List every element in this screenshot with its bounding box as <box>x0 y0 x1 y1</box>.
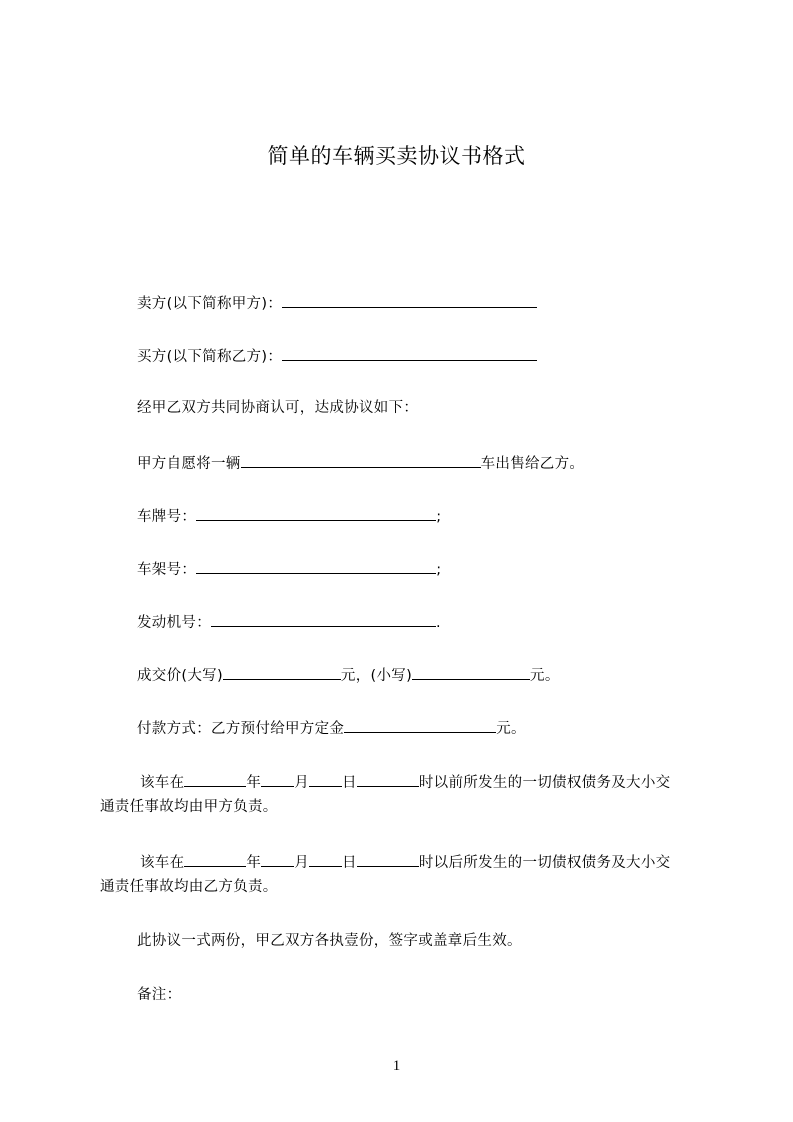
before-month-label: 月 <box>294 775 310 791</box>
payment-unit: 元。 <box>496 721 526 737</box>
plate-end: ; <box>436 509 442 525</box>
before-year-label: 年 <box>246 775 262 791</box>
price-upper-unit: 元， <box>340 668 371 684</box>
before-prefix: 该车在 <box>140 775 185 791</box>
payment-line <box>137 717 526 739</box>
engine-label: 发动机号： <box>137 615 211 631</box>
buyer-line <box>137 345 537 367</box>
seller-label: 卖方(以下简称甲方)： <box>137 296 283 312</box>
before-clause-line2: 通责任事故均由甲方负责。 <box>100 799 278 815</box>
vehicle-sale-line <box>137 452 584 474</box>
copies-clause: 此协议一式两份，甲乙双方各执壹份，签字或盖章后生效。 <box>137 933 522 949</box>
after-prefix: 该车在 <box>140 855 185 871</box>
plate-label: 车牌号： <box>137 509 197 525</box>
before-day-blank[interactable] <box>309 771 342 787</box>
after-year-blank[interactable] <box>184 851 246 867</box>
frame-blank[interactable] <box>196 558 436 574</box>
frame-label: 车架号： <box>137 562 197 578</box>
after-day-label: 日 <box>342 855 357 871</box>
before-rest: 时以前所发生的一切债权债务及大小交 <box>418 775 671 791</box>
vehicle-sale-prefix: 甲方自愿将一辆 <box>137 456 241 472</box>
vehicle-model-blank[interactable] <box>241 452 481 468</box>
seller-line <box>137 292 537 314</box>
price-upper-blank[interactable] <box>223 664 341 680</box>
remarks-label: 备注： <box>137 987 182 1003</box>
before-day-label: 日 <box>342 775 357 791</box>
buyer-label: 买方(以下简称乙方)： <box>137 349 283 365</box>
after-month-label: 月 <box>294 855 310 871</box>
after-month-blank[interactable] <box>261 851 294 867</box>
buyer-blank[interactable] <box>282 345 537 361</box>
after-year-label: 年 <box>246 855 262 871</box>
document-title: 简单的车辆买卖协议书格式 <box>267 144 526 168</box>
engine-blank[interactable] <box>211 611 436 627</box>
page-number: 1 <box>392 1058 401 1074</box>
frame-end: ; <box>436 562 442 578</box>
after-clause-line1 <box>140 851 670 873</box>
before-clause-line1 <box>140 771 670 793</box>
engine-line <box>137 611 441 633</box>
agreement-intro: 经甲乙双方共同协商认可，达成协议如下： <box>137 400 419 416</box>
price-line <box>137 664 560 686</box>
before-year-blank[interactable] <box>184 771 246 787</box>
before-month-blank[interactable] <box>261 771 294 787</box>
price-lower-blank[interactable] <box>412 664 530 680</box>
vehicle-sale-suffix: 车出售给乙方。 <box>480 456 585 472</box>
plate-line <box>137 505 441 527</box>
after-day-blank[interactable] <box>309 851 342 867</box>
price-lower-unit: 元。 <box>530 668 560 684</box>
price-lower-label: (小写) <box>370 668 413 684</box>
after-hour-blank[interactable] <box>357 851 419 867</box>
frame-line <box>137 558 441 580</box>
payment-label: 付款方式：乙方预付给甲方定金 <box>137 721 345 737</box>
price-upper-label: 成交价(大写) <box>137 668 223 684</box>
seller-blank[interactable] <box>282 292 537 308</box>
before-hour-blank[interactable] <box>357 771 419 787</box>
plate-blank[interactable] <box>196 505 436 521</box>
after-clause-line2: 通责任事故均由乙方负责。 <box>100 879 278 895</box>
deposit-blank[interactable] <box>344 717 496 733</box>
after-rest: 时以后所发生的一切债权债务及大小交 <box>418 855 671 871</box>
engine-end: . <box>436 615 441 631</box>
